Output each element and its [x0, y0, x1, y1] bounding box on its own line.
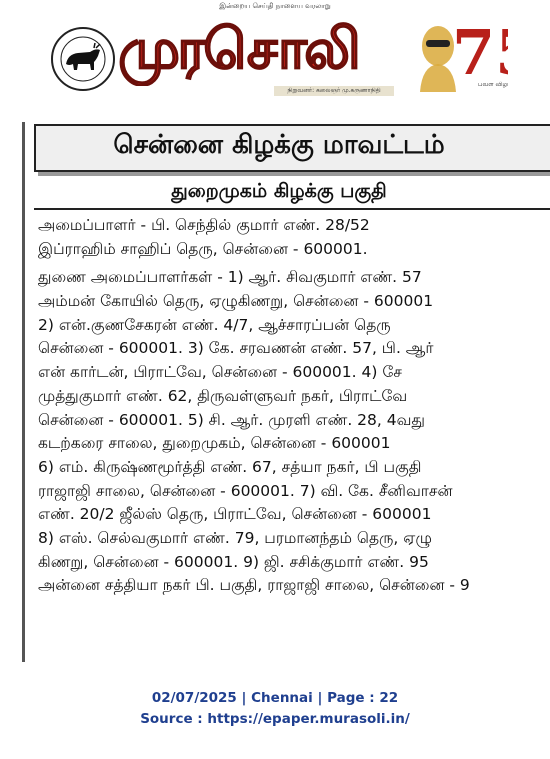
article-body [38, 214, 550, 598]
article-line: 2) என்.குணசேகரன் எண். 4/7, ஆச்சாரப்பன் தெரு [38, 315, 391, 334]
article-line: என் கார்டன், பிராட்வே, சென்னை - 600001. 4) சே [38, 363, 402, 382]
article-line: எண். 20/2 ஜீல்ஸ் தெரு, பிராட்வே, சென்னை - 600001 [38, 505, 432, 524]
subtitle-divider [34, 208, 550, 210]
article-line: 8) எஸ். செல்வகுமார் எண். 79, பரமானந்தம் தெரு, ஏழு [38, 528, 432, 547]
article-line: சென்னை - 600001. 3) கே. சரவணன் எண். 57, பி. ஆர் [38, 339, 434, 358]
article-title: சென்னை கிழக்கு மாவட்டம் [113, 130, 445, 160]
footer-meta: 02/07/2025 | Chennai | Page : 22 [151, 690, 399, 706]
brand-logo: முரசொலி [118, 17, 358, 82]
article-line: துணை அமைப்பாளர்கள் - 1) ஆர். சிவகுமார் எண். 57 [38, 268, 422, 287]
article-line: இப்ராஹிம் சாஹிப் தெரு, சென்னை - 600001. [38, 239, 368, 258]
anniversary-caption: பவள விழா [478, 81, 508, 88]
anniversary-emblem [408, 6, 508, 96]
article-line: அம்மன் கோயில் தெரு, ஏழுகிணறு, சென்னை - 600001 [38, 292, 434, 311]
article-line: முத்துகுமார் எண். 62, திருவள்ளுவர் நகர், பிராட்வே [38, 386, 408, 405]
article-line: ராஜாஜி சாலை, சென்னை - 600001. 7) வி. கே. சீனிவாசன் [38, 481, 453, 500]
article-line: கிணறு, சென்னை - 600001. 9) ஜி. சசிக்குமார் எண். 95 [38, 552, 429, 571]
masthead-tagline: இன்றைய செய்தி நாளைய வரலாறு [219, 2, 331, 10]
article-subtitle: துறைமுகம் கிழக்கு பகுதி [171, 180, 387, 202]
bull-seal-icon [50, 26, 116, 92]
footer-source[interactable]: Source : https://epaper.murasoli.in/ [140, 711, 410, 727]
article-line: அமைப்பாளர் - பி. செந்தில் குமார் எண். 28/52 [38, 216, 370, 234]
article-line: அன்னை சத்தியா நகர் பி. பகுதி, ராஜாஜி சாலை, சென்னை - 9 [38, 576, 470, 595]
masthead [0, 0, 550, 108]
article-line: சென்னை - 600001. 5) சி. ஆர். முரளி எண். 28, 4வது [38, 410, 425, 429]
article-line: 6) எம். கிருஷ்ணமூர்த்தி எண். 67, சத்யா நகர், பி பகுதி [38, 457, 422, 476]
founder-line: நிறுவனர்: கலைஞர் மு.கருணாநிதி [274, 86, 394, 96]
article-line: கடற்கரை சாலை, துறைமுகம், சென்னை - 600001 [38, 434, 391, 453]
anniversary-number: 7 [452, 16, 496, 89]
founder-portrait-icon [408, 6, 508, 96]
footer [0, 688, 550, 730]
